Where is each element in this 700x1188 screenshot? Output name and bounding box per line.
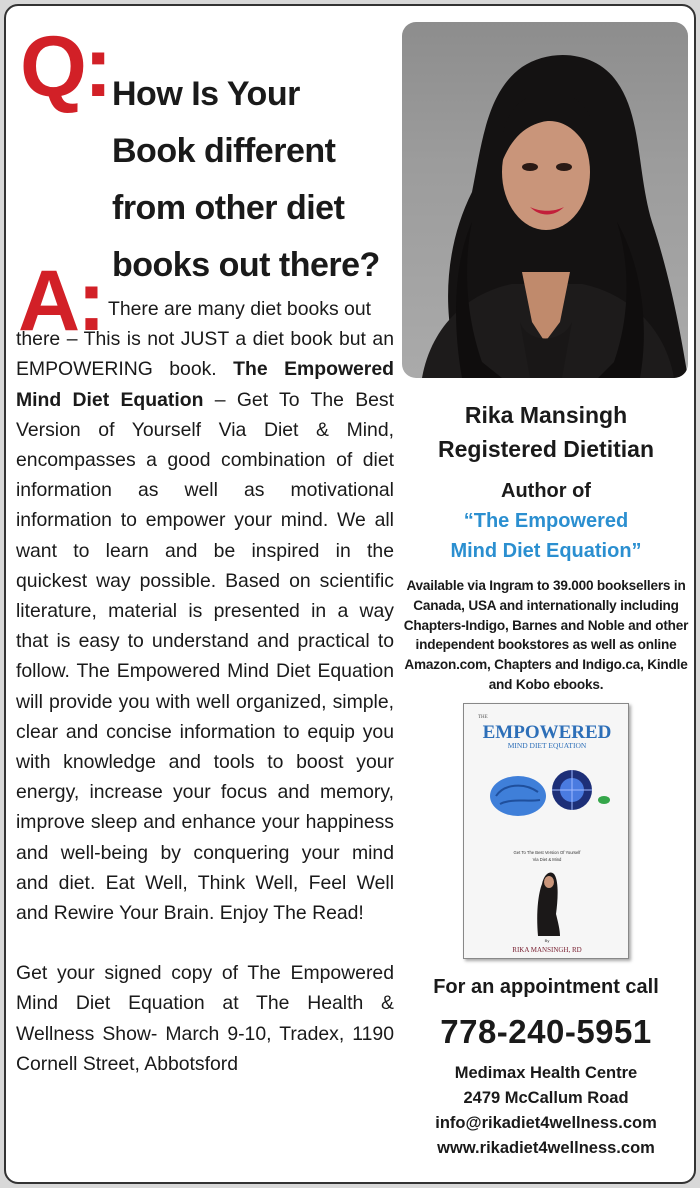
- clinic-name: Medimax Health Centre: [454, 1063, 638, 1082]
- answer-book-title: The Empowered Mind Diet Equation: [16, 358, 394, 411]
- question-line: from other diet: [112, 189, 345, 227]
- book-cover-illustration: [464, 704, 629, 959]
- website-link[interactable]: www.rikadiet4wellness.com: [437, 1138, 655, 1157]
- phone-number[interactable]: 778-240-5951: [440, 1012, 652, 1050]
- book-title-line-2: Mind Diet Equation”: [450, 540, 642, 562]
- book-cover-tagline-1: Get To The Best Version Of Yourself: [513, 849, 581, 855]
- appointment-label: For an appointment call: [433, 975, 659, 998]
- author-title: Registered Dietitian: [438, 436, 654, 462]
- answer-body: – Get To The Best Version of Yourself Via Diet & Mind, encompasses a good combination of diet information as well as motivational information to empower your mind. We all want to learn and be inspired in the quickest way possible. Based on scientific literature, material is presented in a way that is easy to understand and practical to follow. The Empowered Mind Diet Equation will provide you with well organized, simple, clear and concise information to equip you with knowledge and tools to boost your energy, increase your focus and memory, improve sleep and enhance your happiness and well-being by conquering your mind and diet. Eat Well, Think Well, Feel Well and Rewire Your Brain. Enjoy The Read!: [16, 388, 394, 925]
- book-cover-by: By: [544, 937, 550, 943]
- advertisement-page: [4, 4, 696, 1184]
- contact-info: [402, 973, 690, 1161]
- author-of-label: Author of: [501, 480, 591, 502]
- book-cover-small-top: THE: [478, 714, 488, 720]
- question-mark-label: Q:: [20, 19, 110, 115]
- answer-intro: there – This is not JUST a diet book but an EMPOWERING book.: [16, 328, 394, 381]
- question-block: [16, 19, 394, 284]
- book-cover-author: RIKA MANSINGH, RD: [512, 945, 582, 954]
- question-line: Book different: [112, 132, 336, 170]
- answer-block: [16, 253, 394, 1079]
- availability-text: Available via Ingram to 39.000 booksellers in Canada, USA and internationally including Chapters-Indigo, Barnes and Noble and other independent bookstores as well as online Amazon.com, Chapters and Indigo.ca, Kindle and Kobo ebooks.: [403, 578, 689, 692]
- author-photo: [402, 22, 688, 378]
- question-text: [112, 66, 402, 294]
- book-cover-tagline-2: Via Diet & Mind: [532, 856, 562, 862]
- question-line: How Is Your: [112, 75, 300, 113]
- question-line: books out there?: [112, 246, 380, 284]
- answer-first-line: There are many diet books out: [108, 298, 371, 320]
- book-cover-title: EMPOWERED: [482, 721, 612, 743]
- author-portrait-illustration: [402, 22, 688, 378]
- signed-copy-text: Get your signed copy of The Empowered Mind Diet Equation at The Health & Wellness Show- March 9-10, Tradex, 1190 Cornell Street, Abbotsford: [16, 962, 394, 1075]
- book-cover-subtitle: MIND DIET EQUATION: [507, 740, 587, 750]
- book-cover: [463, 703, 629, 959]
- author-info: [402, 398, 690, 695]
- author-name: Rika Mansingh: [464, 402, 628, 428]
- profile-column: [402, 22, 690, 1161]
- book-title-line-1: “The Empowered: [463, 510, 629, 532]
- clinic-address: 2479 McCallum Road: [463, 1088, 629, 1107]
- email-link[interactable]: info@rikadiet4wellness.com: [435, 1113, 657, 1132]
- qa-column: [16, 19, 394, 1079]
- answer-text: [16, 278, 394, 928]
- answer-mark-label: A:: [18, 253, 103, 349]
